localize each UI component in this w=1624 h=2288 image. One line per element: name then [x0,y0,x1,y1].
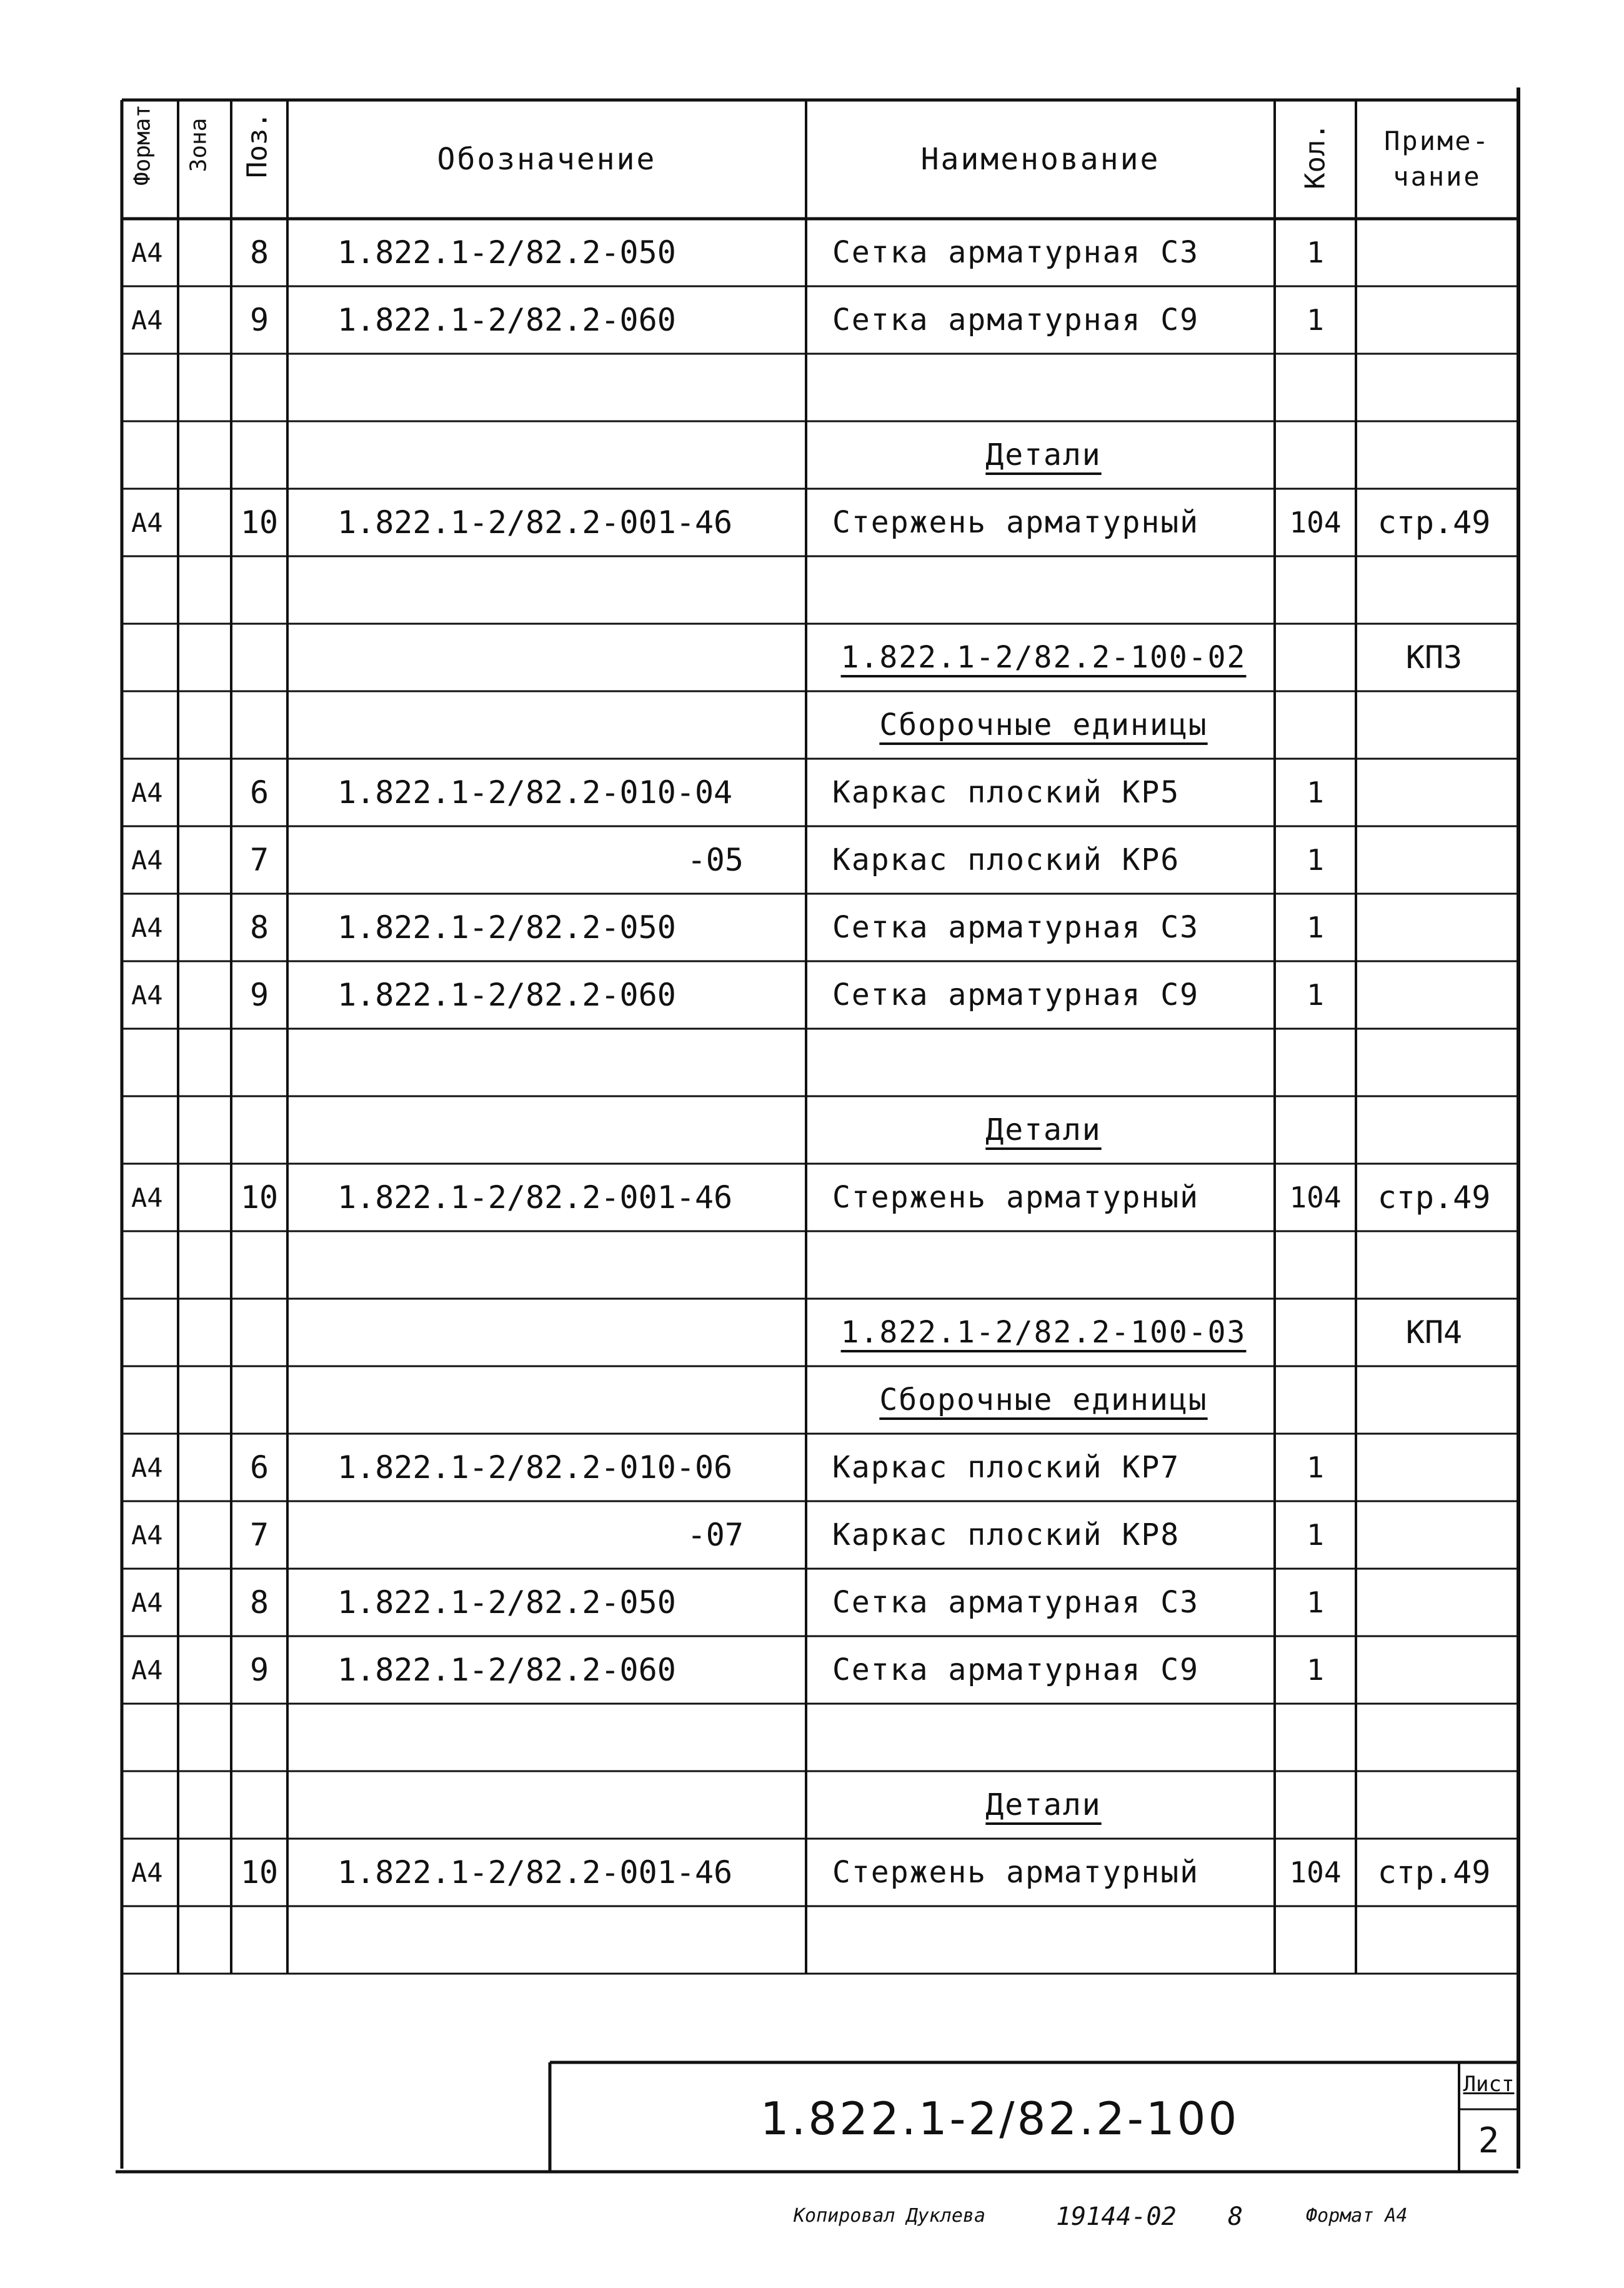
cell-quantity [1281,1096,1350,1164]
cell-quantity [1281,624,1350,691]
cell-format [125,1231,176,1299]
cell-designation: 1.822.1-2/82.2-010-04 [337,774,733,811]
cell-note [1356,1636,1512,1704]
cell-position: 9 [249,302,269,338]
cell-name [812,1366,1275,1434]
cell-note: стр.49 [1377,1854,1491,1891]
footer-sheet-mark: 8 [1228,2202,1243,2231]
cell-note [1356,1704,1512,1771]
cell-note [1356,421,1512,489]
cell-note [1356,354,1512,421]
cell-quantity: 1 [1307,1518,1324,1552]
cell-position [231,1096,287,1164]
sheet-number: 2 [1478,2120,1500,2161]
cell-designation: -07 [687,1517,744,1553]
header-designation: Обозначение [437,142,657,177]
cell-position: 9 [249,977,269,1013]
cell-format: А4 [131,912,163,943]
cell-name [812,624,1275,691]
header-quantity: Кол. [1299,123,1332,189]
cell-position [231,1299,287,1366]
section-heading: 1.822.1-2/82.2-100-03 [840,1315,1247,1350]
cell-quantity [1281,421,1350,489]
footer-copied-by: Копировал Дуклева [794,2205,986,2227]
cell-position [231,1704,287,1771]
cell-quantity: 1 [1307,236,1324,269]
cell-name: Сетка арматурная С3 [832,1585,1200,1620]
cell-format: А4 [131,1857,163,1888]
cell-position: 7 [249,842,269,878]
cell-note [1356,1569,1512,1636]
cell-designation: 1.822.1-2/82.2-001-46 [337,1854,733,1891]
header-format: Формат [129,104,156,186]
cell-name [812,421,1275,489]
section-heading: Сборочные единицы [879,1382,1208,1417]
cell-position [231,624,287,691]
cell-name: Сетка арматурная С9 [832,302,1200,337]
header-note: Приме-чание [1384,126,1490,192]
cell-designation [294,624,800,691]
cell-position: 10 [240,1854,279,1891]
cell-position: 8 [249,234,269,271]
cell-position [231,421,287,489]
cell-name: Сетка арматурная С9 [832,977,1200,1012]
cell-position [231,354,287,421]
cell-quantity: 104 [1289,506,1342,539]
cell-position [231,1029,287,1096]
cell-designation [294,691,800,759]
cell-quantity [1281,1366,1350,1434]
cell-designation [294,1771,800,1839]
cell-name: Каркас плоский КР6 [832,842,1180,877]
cell-quantity [1281,1231,1350,1299]
cell-position [231,1906,287,1974]
section-heading: Детали [985,1787,1102,1822]
cell-note: стр.49 [1377,504,1491,541]
cell-name [812,1704,1275,1771]
cell-format: А4 [131,1452,163,1483]
section-heading: Детали [985,437,1102,472]
cell-format [125,354,176,421]
cell-designation [294,354,800,421]
cell-designation: 1.822.1-2/82.2-050 [337,909,676,946]
cell-quantity: 1 [1307,1653,1324,1687]
cell-note: КП4 [1405,1314,1463,1351]
header-zone: Зона [186,117,212,172]
cell-designation [294,1029,800,1096]
cell-position: 8 [249,909,269,946]
footer-format: Формат А4 [1306,2205,1408,2227]
cell-quantity [1281,1299,1350,1366]
cell-name [812,556,1275,624]
cell-position: 6 [249,1449,269,1486]
section-heading: Сборочные единицы [879,707,1208,742]
cell-position: 10 [240,1179,279,1216]
cell-note [1356,286,1512,354]
cell-designation: 1.822.1-2/82.2-001-46 [337,504,733,541]
cell-quantity [1281,556,1350,624]
cell-name [812,1096,1275,1164]
cell-format [125,1299,176,1366]
cell-quantity: 104 [1289,1181,1342,1214]
cell-designation [294,1704,800,1771]
cell-designation [294,1299,800,1366]
cell-designation [294,1096,800,1164]
cell-format [125,556,176,624]
cell-designation: 1.822.1-2/82.2-050 [337,234,676,271]
cell-format [125,624,176,691]
cell-note [1356,691,1512,759]
cell-designation [294,1231,800,1299]
cell-designation [294,1366,800,1434]
cell-note [1356,826,1512,894]
cell-name: Сетка арматурная С9 [832,1652,1200,1687]
cell-name: Стержень арматурный [832,1180,1200,1215]
cell-quantity: 1 [1307,911,1324,944]
cell-format [125,1771,176,1839]
cell-designation [294,1906,800,1974]
cell-note [1356,1771,1512,1839]
cell-designation: 1.822.1-2/82.2-050 [337,1584,676,1621]
cell-format [125,1096,176,1164]
cell-format [125,1704,176,1771]
cell-position [231,556,287,624]
cell-note [1356,1096,1512,1164]
cell-designation: 1.822.1-2/82.2-001-46 [337,1179,733,1216]
cell-note [1356,1434,1512,1501]
cell-note [1356,1501,1512,1569]
cell-name [812,1231,1275,1299]
cell-note: КП3 [1405,639,1463,676]
header-position: Поз. [241,112,274,178]
cell-name [812,691,1275,759]
section-heading: 1.822.1-2/82.2-100-02 [840,640,1247,675]
cell-position: 8 [249,1584,269,1621]
cell-note [1356,894,1512,961]
cell-quantity [1281,1704,1350,1771]
cell-name: Стержень арматурный [832,1855,1200,1890]
section-heading: Детали [985,1112,1102,1147]
cell-format: А4 [131,1587,163,1618]
cell-name: Сетка арматурная С3 [832,910,1200,945]
cell-quantity: 104 [1289,1856,1342,1889]
cell-note [1356,1366,1512,1434]
cell-designation: 1.822.1-2/82.2-010-06 [337,1449,733,1486]
sheet-label: Лист [1463,2072,1515,2097]
cell-quantity: 1 [1307,978,1324,1012]
footer-order-number: 19144-02 [1056,2202,1177,2231]
cell-quantity: 1 [1307,1451,1324,1484]
cell-name [812,1029,1275,1096]
cell-format: А4 [131,507,163,538]
cell-name: Сетка арматурная С3 [832,235,1200,270]
cell-format [125,1906,176,1974]
cell-designation: -05 [687,842,744,878]
cell-name [812,1906,1275,1974]
cell-designation [294,556,800,624]
cell-quantity: 1 [1307,303,1324,337]
cell-designation [294,421,800,489]
cell-designation: 1.822.1-2/82.2-060 [337,977,676,1013]
cell-note [1356,1029,1512,1096]
cell-position: 9 [249,1652,269,1688]
cell-note [1356,556,1512,624]
cell-format [125,1029,176,1096]
cell-name: Стержень арматурный [832,505,1200,540]
document-number: 1.822.1-2/82.2-100 [760,2092,1240,2145]
cell-format [125,691,176,759]
cell-format: А4 [131,979,163,1011]
cell-format: А4 [131,1519,163,1551]
cell-note [1356,219,1512,286]
header-name: Наименование [920,142,1160,177]
cell-designation: 1.822.1-2/82.2-060 [337,302,676,338]
cell-format [125,421,176,489]
cell-name [812,1771,1275,1839]
cell-format: А4 [131,844,163,876]
cell-note [1356,1231,1512,1299]
cell-format: А4 [131,777,163,808]
cell-note: стр.49 [1377,1179,1491,1216]
cell-name [812,1299,1275,1366]
cell-position [231,1231,287,1299]
cell-note [1356,961,1512,1029]
cell-position [231,1366,287,1434]
cell-name: Каркас плоский КР5 [832,775,1180,810]
cell-quantity: 1 [1307,843,1324,877]
cell-position: 7 [249,1517,269,1553]
cell-note [1356,759,1512,826]
cell-quantity [1281,691,1350,759]
cell-designation: 1.822.1-2/82.2-060 [337,1652,676,1688]
cell-name [812,354,1275,421]
cell-format: А4 [131,304,163,336]
cell-format: А4 [131,1654,163,1686]
cell-quantity [1281,1029,1350,1096]
cell-quantity: 1 [1307,1586,1324,1619]
cell-position: 10 [240,504,279,541]
cell-format: А4 [131,1182,163,1213]
cell-quantity [1281,354,1350,421]
cell-position [231,691,287,759]
cell-quantity: 1 [1307,776,1324,809]
cell-quantity [1281,1906,1350,1974]
cell-format [125,1366,176,1434]
cell-position: 6 [249,774,269,811]
cell-format: А4 [131,237,163,268]
cell-name: Каркас плоский КР8 [832,1517,1180,1552]
cell-name: Каркас плоский КР7 [832,1450,1180,1485]
cell-position [231,1771,287,1839]
cell-quantity [1281,1771,1350,1839]
cell-note [1356,1906,1512,1974]
